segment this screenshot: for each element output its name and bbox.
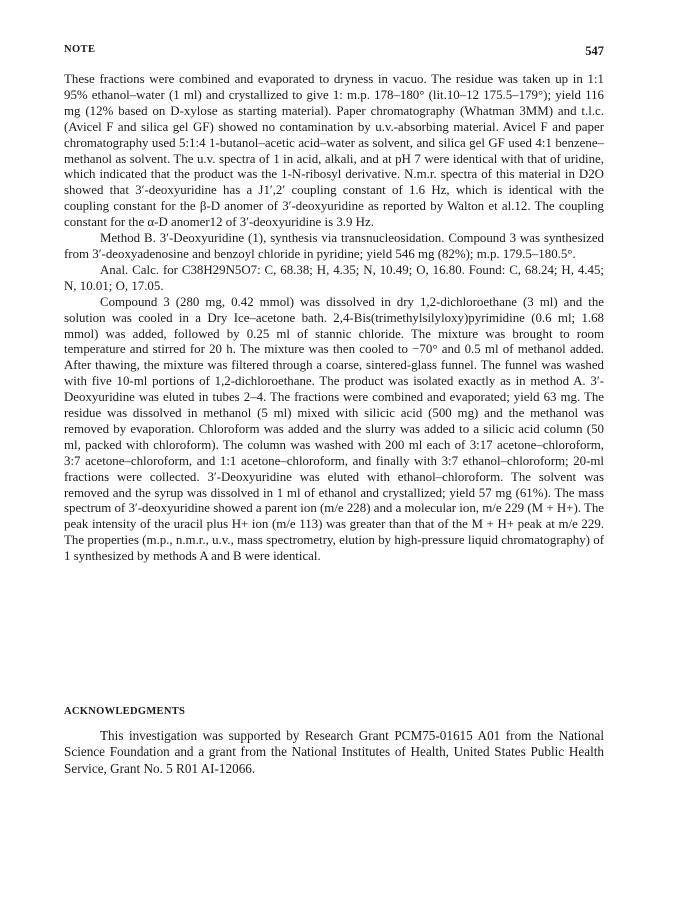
paragraph-compound-3: Compound 3 (280 mg, 0.42 mmol) was dissolved in dry 1,2-dichloroethane (3 ml) and the solution was cooled in a Dry Ice–acetone bath. 2,4-Bis(trimethylsilyloxy)pyrimidine (0.6 ml; 1.68 mmol) was added, followed by 0.25 ml of stannic chloride. The mixture was brought to room temperature and stirred for 20 h. The mixture was then cooled to −70° and 0.5 ml of methanol added. After thawing, the mixture was filtered through a coarse, sintered-glass funnel. The funnel was washed with five 10-ml portions of 1,2-dichloroethane. The product was isolated exactly as in method A. 3′-Deoxyuridine was eluted in tubes 2–4. The fractions were combined and evaporated; yield 63 mg. The residue was dissolved in methanol (5 ml) mixed with silicic acid (500 mg) and the methanol was removed by evaporation. Chloroform was added and the slurry was added to a silicic acid column (50 ml, packed with chloroform). The column was washed with 200 ml each of 3:17 acetone–chloroform, 3:7 acetone–chloroform, and 1:1 acetone–chloroform, and finally with 3:7 ethanol–chloroform; 20-ml fractions were collected. 3′-Deoxyuridine was eluted with ethanol–chloroform. The solvent was removed and the syrup was dissolved in 1 ml of ethanol and crystallized; yield 57 mg (61%). The mass spectrum of 3′-deoxyuridine showed a parent ion (m/e 228) and a molecular ion, m/e 229 (M + H+). The peak intensity of the uracil plus H+ ion (m/e 113) was greater than that of the M + H+ peak at m/e 229. The properties (m.p., n.m.r., u.v., mass spectrometry, elution by high-pressure liquid chromatography) of 1 synthesized by methods A and B were identical. xyxy=(64,294,604,564)
acknowledgments-heading: ACKNOWLEDGMENTS xyxy=(64,706,186,717)
page-number: 547 xyxy=(585,44,604,58)
acknowledgments-section xyxy=(64,728,604,777)
paragraph-fractions: These fractions were combined and evaporated to dryness in vacuo. The residue was taken up in 1:1 95% ethanol–water (1 ml) and crystallized to give 1: m.p. 178–180° (lit.10–12 175.5–179°); yield 116 mg (12% based on D-xylose as starting material). Paper chromatography (Whatman 3MM) and t.l.c. (Avicel F and silica gel GF) showed no contamination by u.v.-absorbing material. Avicel F and paper chromatography used 5:1:4 1-butanol–acetic acid–water as solvent, and silica gel GF used 4:1 benzene–methanol as solvent. The u.v. spectra of 1 in acid, alkali, and at pH 7 were identical with that of uridine, which indicated that the product was the 1-N-ribosyl derivative. N.m.r. spectra of this material in D2O showed that 3′-deoxyuridine has a J1′,2′ coupling constant of 1.6 Hz, which is identical with the coupling constant for the β-D anomer of 3′-deoxyuridine as reported by Walton et al.12. The coupling constant for the α-D anomer12 of 3′-deoxyuridine is 3.9 Hz. xyxy=(64,72,604,230)
acknowledgments-text: This investigation was supported by Research Grant PCM75-01615 A01 from the National Science Foundation and a grant from the National Institutes of Health, United States Public Health Service, Grant No. 5 R01 AI-12066. xyxy=(64,728,604,776)
paragraph-method-b: Method B. 3′-Deoxyuridine (1), synthesis via transnucleosidation. Compound 3 was synthesized from 3′-deoxyadenosine and benzoyl chloride in pyridine; yield 546 mg (82%); m.p. 179.5–180.5°. xyxy=(64,231,604,261)
article-body xyxy=(64,72,604,565)
section-label: NOTE xyxy=(64,44,96,55)
paragraph-analysis: Anal. Calc. for C38H29N5O7: C, 68.38; H, 4.35; N, 10.49; O, 16.80. Found: C, 68.24; H, 4.45; N, 10.01; O, 17.05. xyxy=(64,262,604,293)
running-head xyxy=(64,44,604,60)
